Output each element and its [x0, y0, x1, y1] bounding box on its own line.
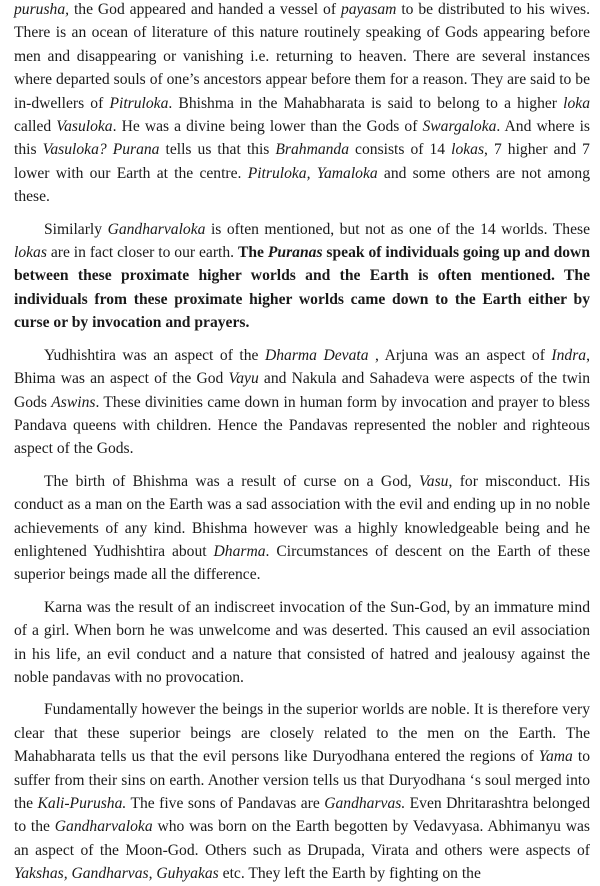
text-run: Puranas — [267, 244, 323, 262]
paragraph — [14, 344, 590, 461]
text-run: The — [237, 244, 268, 262]
text-run: Yama — [538, 748, 573, 766]
text-run: Swargaloka — [422, 118, 497, 136]
text-run: . Circumstances of descent on the Earth of these superior beings made all the difference. — [14, 542, 590, 584]
text-run: lokas — [451, 141, 485, 159]
text-run: Gandharvas. — [324, 795, 406, 812]
text-run: who was born on the Earth begotten by Vedavyasa. Abhimanyu was an aspect of the Moon-God. Others such as Drupada, Virata and others were aspects of — [14, 818, 590, 859]
text-run: Yakshas, Gandharvas, Guhyakas — [14, 865, 219, 883]
text-run: . Bhishma in the Mahabharata is said to belong to a higher — [168, 94, 564, 112]
text-run: Vayu — [228, 370, 259, 388]
paragraph — [14, 0, 590, 209]
text-run: The birth of Bhishma was a result of curse on a God, — [44, 472, 420, 490]
text-run: etc. They left the Earth by fighting on the — [218, 865, 481, 883]
text-run: . These divinities came down in human form by invocation and prayer to bless Pandava queens with children. Hence the Pandavas represented the nobler and righteous aspect of the Gods. — [14, 393, 590, 458]
text-run: The five sons of Pandavas are — [126, 795, 325, 812]
paragraph — [14, 470, 590, 587]
text-run: Vasuloka — [56, 118, 113, 136]
text-run: lokas — [14, 244, 47, 262]
text-run: , Bhima was an aspect of the God — [14, 346, 590, 388]
text-run: to suffer from their sins on earth. Another version tells us that Duryodhana ‘s soul merged into the — [14, 748, 590, 812]
text-run: and some others are not among these. — [14, 164, 590, 206]
paragraph — [14, 218, 590, 335]
text-run: Fundamentally however the beings in the superior worlds are noble. It is therefore very clear that these superior beings are closely related to the men on the Earth. The Mahabharata tells us that the evil persons like Duryodhana entered the regions of — [14, 701, 590, 766]
text-run: Yudhishtira was an aspect of the — [44, 346, 265, 364]
text-run: , Arjuna was an aspect of — [368, 346, 552, 364]
paragraph — [14, 698, 590, 885]
text-run: , for misconduct. His conduct as a man on the Earth was a sad association with the evil and ending up in no noble achievements of any kind. Bhishma however was a highly knowledgeable being and he enlightened Yudhishtira about — [14, 472, 590, 560]
text-run: Pitruloka, Yamaloka — [247, 164, 378, 182]
text-run: Kali-Purusha. — [37, 795, 127, 812]
text-run: Dharma Devata — [264, 346, 369, 364]
text-run: tells us that this — [159, 141, 276, 159]
text-run: Indra — [551, 346, 587, 364]
text-run: Gandharvaloka — [107, 220, 206, 238]
text-run: Aswins — [51, 393, 96, 411]
text-run: consists of 14 — [349, 141, 452, 159]
text-run: Vasu — [419, 472, 449, 490]
text-run: Karna was the result of an indiscreet invocation of the Sun-God, by an immature mind of a girl. When born he was unwelcome and was deserted. This caused an evil association in his life, an evil conduct and a nature that consisted of hatred and jealousy against the noble pandavas with no provocation. — [14, 598, 590, 686]
text-run: to be distributed to his wives. There is an ocean of literature of this nature routinely speaking of Gods appearing before men and disappearing or vanishing i.e. returning to heaven. There are several instances where departed souls of one’s ancestors appear before them for a reason. They are said to be in-dwellers of — [14, 1, 591, 112]
text-run: Similarly — [44, 220, 108, 238]
paragraph — [14, 596, 590, 690]
text-run: Gandharvaloka — [54, 818, 153, 836]
text-run: and Nakula and Sahadeva were aspects of the twin Gods — [14, 370, 590, 411]
text-run: Vasuloka? Purana — [42, 141, 160, 159]
text-run: Pitruloka — [109, 94, 169, 112]
text-run: are in fact closer to our earth. — [46, 244, 238, 262]
text-run: the God appeared and handed a vessel of — [69, 1, 341, 18]
text-run: purusha, — [14, 1, 70, 18]
text-run: is often mentioned, but not as one of the 14 worlds. These — [205, 220, 590, 238]
text-run: Brahmanda — [275, 141, 350, 159]
text-run: loka — [563, 94, 591, 112]
text-run: , 7 higher and 7 lower with our Earth at the centre. — [14, 141, 590, 182]
text-run: Dharma — [213, 542, 266, 560]
text-run: . He was a divine being lower than the Gods of — [112, 118, 423, 136]
text-run: speak of individuals going up and down between these proximate higher worlds and the Earth is often mentioned. The individuals from these proximate higher worlds came down to the Earth either by curse or by invocation and prayers. — [14, 244, 590, 332]
text-run: . And where is this — [14, 118, 590, 159]
text-run: called — [14, 118, 57, 136]
text-run: Even Dhritarashtra belonged to the — [14, 795, 590, 836]
text-run: payasam — [340, 1, 397, 18]
